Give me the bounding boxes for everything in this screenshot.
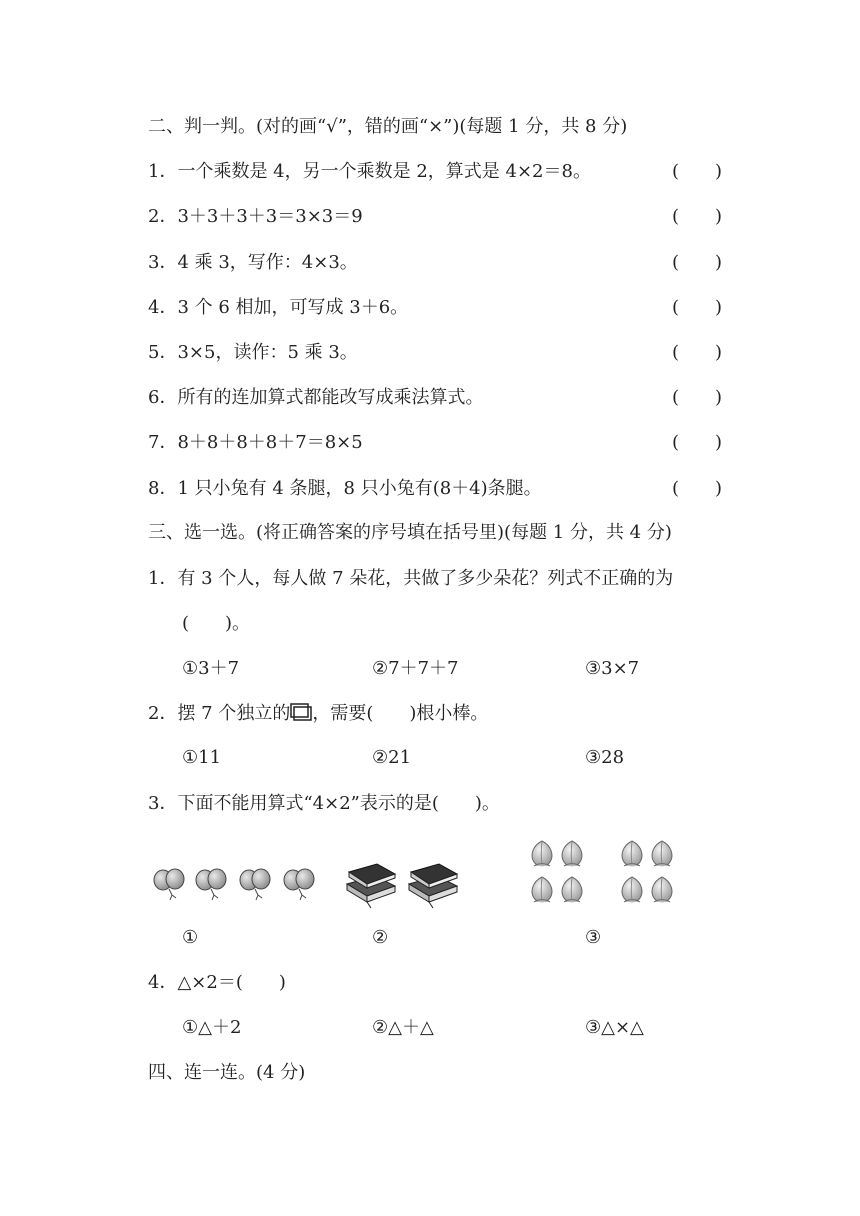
q3-label-2: ②	[372, 927, 389, 948]
answer-blank-8[interactable]: ( )	[672, 478, 723, 499]
book-stack-icon	[347, 864, 395, 908]
judge-item-1: 1．一个乘数是 4，另一个乘数是 2，算式是 4×2＝8。	[148, 161, 591, 182]
answer-blank-3[interactable]: ( )	[672, 252, 723, 273]
answer-blank-2[interactable]: ( )	[672, 206, 723, 227]
peaches-picture	[528, 838, 684, 910]
answer-blank-6[interactable]: ( )	[672, 387, 723, 408]
q2-text-a: 2．摆 7 个独立的	[148, 703, 291, 724]
peach-icon	[532, 877, 552, 902]
choice-q1-text: 1．有 3 个人，每人做 7 朵花，共做了多少朵花？列式不正确的为	[148, 568, 674, 589]
peach-icon	[532, 841, 552, 866]
balloon-pair-icon	[284, 869, 314, 900]
choice-q4-text: 4．△×2＝( )	[148, 972, 286, 993]
books-picture	[345, 858, 465, 910]
q1-option-2: ②7＋7＋7	[372, 658, 459, 679]
judge-item-6: 6．所有的连加算式都能改写成乘法算式。	[148, 387, 484, 408]
q1-option-1: ①3＋7	[182, 658, 240, 679]
peach-icon	[622, 877, 642, 902]
answer-blank-1[interactable]: ( )	[672, 161, 723, 182]
peach-icon	[652, 877, 672, 902]
judge-item-5: 5．3×5，读作：5 乘 3。	[148, 342, 358, 363]
q4-option-1: ①△＋2	[182, 1017, 242, 1038]
q2-option-3: ③28	[585, 747, 625, 768]
section4-title: 四、连一连。(4 分)	[148, 1062, 306, 1083]
answer-blank-7[interactable]: ( )	[672, 432, 723, 453]
balloon-pair-icon	[240, 869, 270, 900]
balloons-picture	[152, 862, 324, 902]
peach-icon	[562, 877, 582, 902]
choice-q3-text: 3．下面不能用算式“4×2”表示的是( )。	[148, 793, 500, 814]
q2-option-1: ①11	[182, 747, 222, 768]
judge-item-7: 7．8＋8＋8＋8＋7＝8×5	[148, 432, 363, 453]
judge-item-2: 2．3＋3＋3＋3＝3×3＝9	[148, 206, 363, 227]
q2-text-b: ，需要( )根小棒。	[312, 703, 489, 724]
balloon-pair-icon	[196, 869, 226, 900]
q2-option-2: ②21	[372, 747, 412, 768]
section2-title: 二、判一判。(对的画“√”，错的画“×”)(每题 1 分，共 8 分)	[148, 116, 628, 137]
q1-option-3: ③3×7	[585, 658, 640, 679]
book-stack-icon	[409, 864, 457, 908]
answer-blank-5[interactable]: ( )	[672, 342, 723, 363]
balloon-pair-icon	[154, 869, 184, 900]
q4-option-2: ②△＋△	[372, 1017, 434, 1038]
choice-q2-text	[148, 702, 488, 726]
q3-label-3: ③	[585, 927, 602, 948]
answer-blank-4[interactable]: ( )	[672, 297, 723, 318]
q3-label-1: ①	[182, 927, 199, 948]
judge-item-3: 3．4 乘 3，写作：4×3。	[148, 252, 358, 273]
peach-icon	[562, 841, 582, 866]
judge-item-4: 4．3 个 6 相加，可写成 3＋6。	[148, 297, 409, 318]
choice-q1-blank[interactable]: ( )。	[182, 613, 251, 634]
section3-title: 三、选一选。(将正确答案的序号填在括号里)(每题 1 分，共 4 分)	[148, 522, 672, 543]
square-stick-icon	[290, 703, 312, 721]
q4-option-3: ③△×△	[585, 1017, 644, 1038]
peach-icon	[622, 841, 642, 866]
peach-icon	[652, 841, 672, 866]
judge-item-8: 8．1 只小兔有 4 条腿，8 只小兔有(8＋4)条腿。	[148, 478, 542, 499]
